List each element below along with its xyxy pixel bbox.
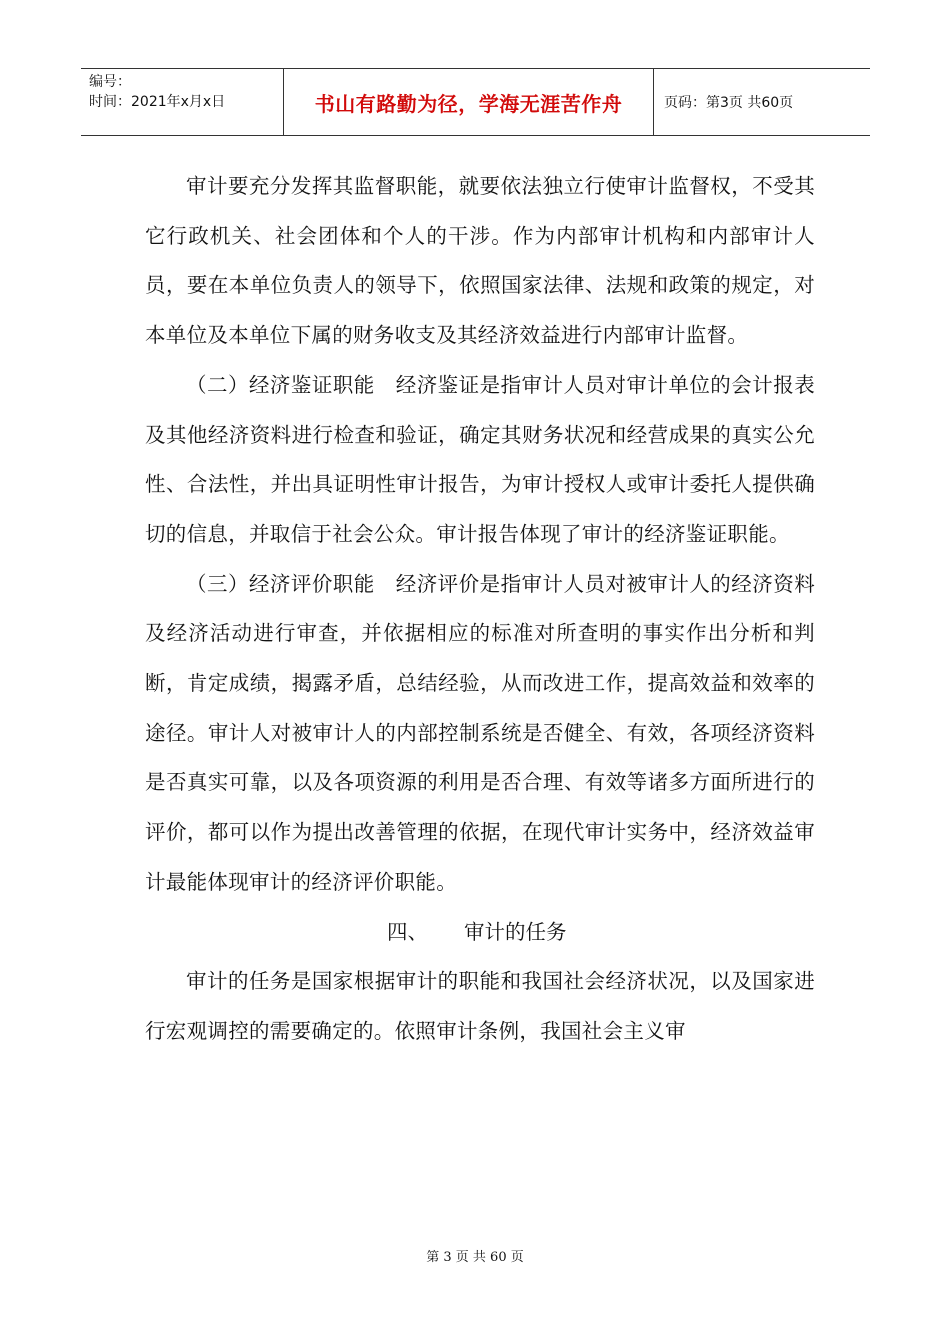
document-body bbox=[145, 162, 815, 1057]
header-page-code: 页码：第3页 共60页 bbox=[664, 95, 794, 111]
paragraph-audit-tasks: 审计的任务是国家根据审计的职能和我国社会经济状况，以及国家进行宏观调控的需要确定的。依照审计条例，我国社会主义审 bbox=[145, 969, 815, 1043]
header-table bbox=[81, 68, 870, 136]
section-title: 审计的任务 bbox=[464, 919, 567, 944]
header-motto: 书山有路勤为径，学海无涯苦作舟 bbox=[284, 69, 654, 135]
header-meta-cell bbox=[81, 69, 284, 135]
paragraph-economic-verification: （二）经济鉴证职能 经济鉴证是指审计人员对审计单位的会计报表及其他经济资料进行检查和验证，确定其财务状况和经营成果的真实公允性、合法性，并出具证明性审计报告，为审计授权人或审计委托人提供确切的信息，并取信于社会公众。审计报告体现了审计的经济鉴证职能。 bbox=[145, 372, 815, 546]
section-number: 四、 bbox=[387, 919, 428, 944]
paragraph-supervision: 审计要充分发挥其监督职能，就要依法独立行使审计监督权，不受其它行政机关、社会团体和个人的干涉。作为内部审计机构和内部审计人员，要在本单位负责人的领导下，依照国家法律、法规和政策的规定，对本单位及本单位下属的财务收支及其经济效益进行内部审计监督。 bbox=[145, 174, 815, 348]
doc-number-label: 编号： bbox=[89, 74, 131, 90]
section-heading bbox=[145, 908, 815, 958]
paragraph-economic-evaluation: （三）经济评价职能 经济评价是指审计人员对被审计人的经济资料及经济活动进行审查，并依据相应的标准对所查明的事实作出分析和判断，肯定成绩，揭露矛盾，总结经验，从而改进工作，提高效益和效率的途径。审计人对被审计人的内部控制系统是否健全、有效，各项经济资料是否真实可靠，以及各项资源的利用是否合理、有效等诸多方面所进行的评价，都可以作为提出改善管理的依据，在现代审计实务中，经济效益审计最能体现审计的经济评价职能。 bbox=[145, 571, 815, 894]
time-label: 时间：2021年x月x日 bbox=[89, 94, 226, 110]
page-footer: 第 3 页 共 60 页 bbox=[426, 1250, 524, 1265]
